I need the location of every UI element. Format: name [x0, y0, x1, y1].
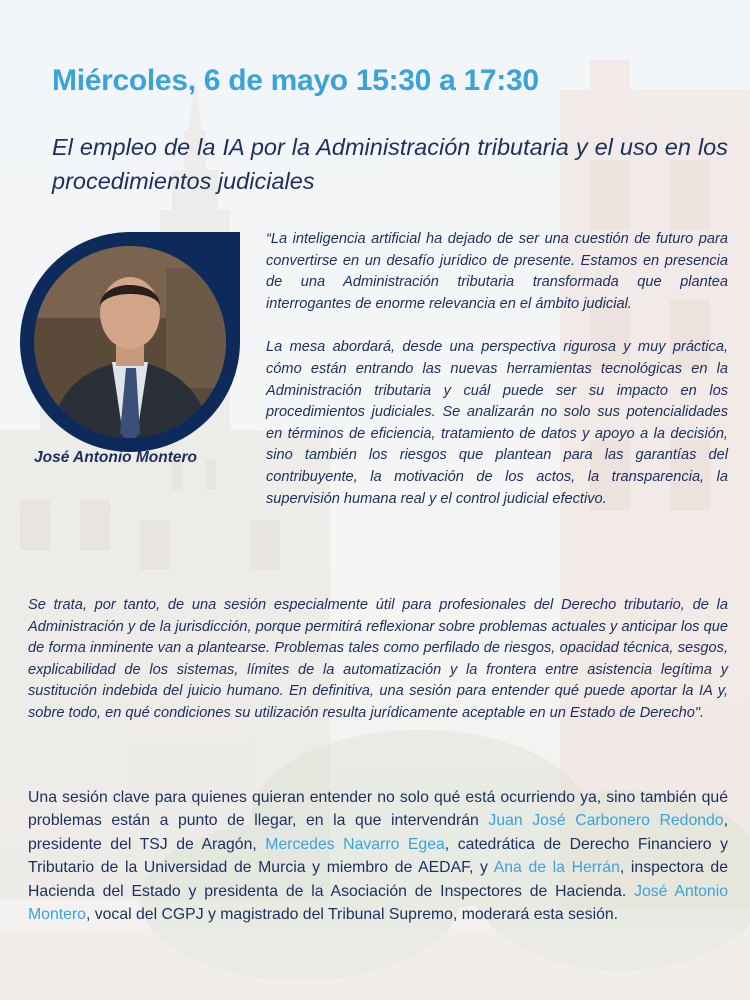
closing-paragraph [28, 786, 728, 926]
quote-paragraph: La mesa abordará, desde una perspectiva rigurosa y muy práctica, cómo están entrando las nuevas herramientas tecnológicas en la Administración tributaria y cuál puede ser su impacto en los procedimientos judiciales. Se analizarán no solo sus potencialidades en términos de eficiencia, tratamiento de datos y apoyo a la decisión, sino también los riesgos que plantean para las garantías del contribuyente, la motivación de los actos, la transparencia, la supervisión humana real y el control judicial efectivo. [266, 339, 728, 507]
session-title: El empleo de la IA por la Administración tributaria y el uso en los procedimientos judiciales [52, 134, 728, 194]
quote-block [266, 229, 728, 510]
closing-text: , vocal del CGPJ y magistrado del Tribunal Supremo, moderará esta sesión. [85, 906, 619, 924]
event-date-time: Miércoles, 6 de mayo 15:30 a 17:30 [52, 64, 539, 97]
closing-text: , inspectora de Hacienda del Estado y presidenta de la Asociación de Inspectores de Hacienda. [28, 859, 728, 900]
closing-text: , catedrática de Derecho Financiero y Tributario de la Universidad de Murcia y miembro de AEDAF, y [28, 835, 728, 877]
quote-paragraph: “La inteligencia artificial ha dejado de ser una cuestión de futuro para convertirse en un desafío jurídico de presente. Estamos en presencia de una Administración tributaria transformada que plantea interrogantes de enorme relevancia en el ámbito judicial. [266, 231, 728, 312]
panelist-name-link[interactable]: Ana de la Herrán [493, 859, 620, 877]
panelist-name-link[interactable]: Mercedes Navarro Egea [265, 835, 445, 853]
moderator-name-link[interactable]: José Antonio Montero [28, 882, 728, 924]
closing-text: , presidente del TSJ de Aragón, [28, 812, 728, 853]
closing-text: Una sesión clave para quienes quieran entender no solo qué está ocurriendo ya, sino también qué problemas están a punto de llegar, en la que intervendrán [28, 789, 728, 830]
speaker-portrait [16, 228, 244, 456]
quote-paragraph-wide: Se trata, por tanto, de una sesión especialmente útil para profesionales del Derecho tributario, de la Administración y de la jurisdicción, porque permitirá reflexionar sobre problemas actuales y anticipar los que de forma inminente van a plantearse. Problemas tales como perfilado de riesgos, opacidad técnica, sesgos, explicabilidad de los sistemas, límites de la automatización y la frontera entre asistencia legítima y sustitución indebida del juicio humano. En definitiva, una sesión para entender qué puede aportar la IA y, sobre todo, en qué condiciones su utilización resulta jurídicamente aceptable en un Estado de Derecho". [28, 597, 728, 721]
panelist-name-link[interactable]: Juan José Carbonero Redondo [488, 812, 724, 830]
speaker-name: José Antonio Montero [34, 449, 198, 466]
